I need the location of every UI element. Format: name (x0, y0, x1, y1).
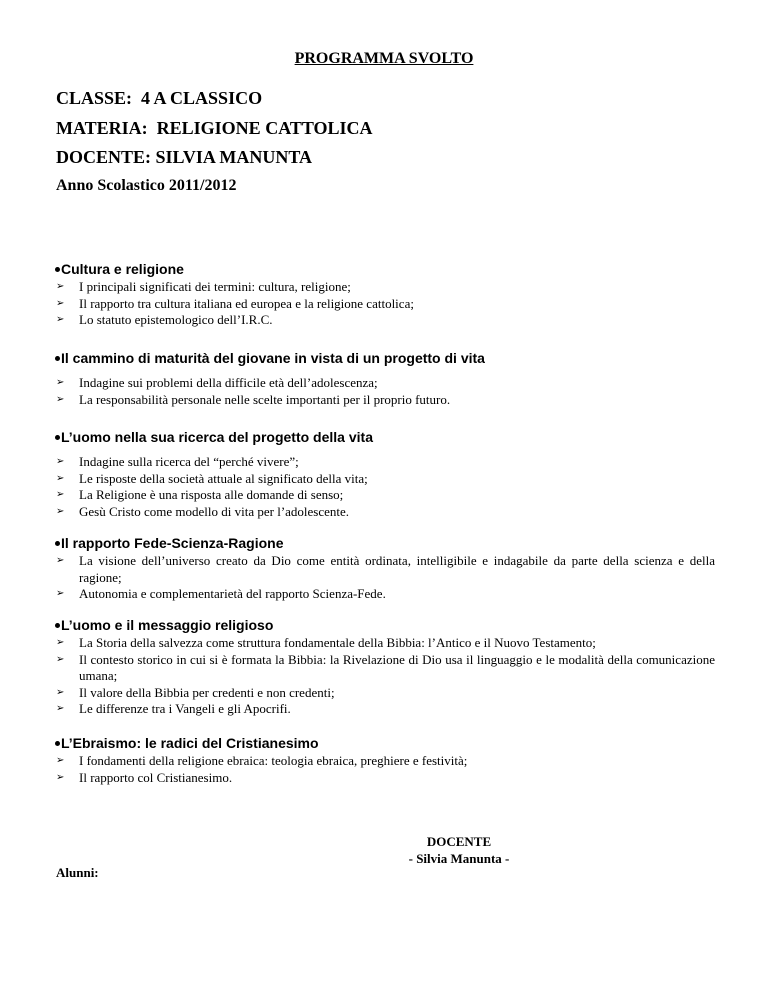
list-item: ➢ Le differenze tra i Vangeli e gli Apocrifi. (56, 701, 291, 716)
arrow-bullet-icon: ➢ (56, 505, 65, 517)
arrow-bullet-icon: ➢ (56, 314, 65, 325)
arrow-bullet-icon: ➢ (56, 472, 65, 484)
bullet-dot-icon (55, 741, 60, 746)
signature-name: - Silvia Manunta - (408, 851, 510, 866)
arrow-bullet-icon: ➢ (56, 377, 65, 388)
list-item: ➢ I principali significati dei termini: cultura, religione; (56, 279, 351, 294)
bullet-dot-icon (55, 623, 60, 628)
bullet-dot-icon (55, 435, 60, 440)
section-ebraismo (55, 735, 715, 786)
header-materia: MATERIA: RELIGIONE CATTOLICA (56, 118, 373, 138)
page-title: PROGRAMMA SVOLTO (294, 50, 474, 67)
section-title: Il rapporto Fede-Scienza-Ragione (55, 535, 715, 551)
list-item: ➢ Gesù Cristo come modello di vita per l’adolescente. (56, 503, 350, 519)
list-item: ➢ La responsabilità personale nelle scelte importanti per il proprio futuro. (56, 391, 451, 407)
header-classe: CLASSE: 4 A CLASSICO (56, 88, 263, 108)
arrow-bullet-icon: ➢ (56, 771, 65, 783)
alunni-label: Alunni: (56, 865, 99, 880)
arrow-bullet-icon: ➢ (56, 637, 65, 648)
bullet-dot-icon (55, 356, 60, 361)
signature-label: DOCENTE (426, 834, 492, 849)
list-item: ➢ Il rapporto tra cultura italiana ed europea e la religione cattolica; (56, 295, 414, 311)
arrow-bullet-icon: ➢ (56, 297, 65, 309)
section-title: L’Ebraismo: le radici del Cristianesimo (55, 735, 715, 751)
list-item: ➢ Autonomia e complementarietà del rapporto Scienza-Fede. (56, 586, 386, 601)
arrow-bullet-icon: ➢ (56, 686, 65, 698)
arrow-bullet-icon: ➢ (56, 755, 65, 766)
list-item: ➢ Lo statuto epistemologico dell’I.R.C. (56, 312, 273, 327)
bullet-dot-icon (55, 541, 60, 546)
arrow-bullet-icon: ➢ (56, 281, 65, 292)
list-item: ➢ Il valore della Bibbia per credenti e non credenti; (56, 684, 335, 700)
section-cammino-maturita (55, 350, 715, 408)
arrow-bullet-icon: ➢ (56, 393, 65, 405)
arrow-bullet-icon: ➢ (56, 703, 65, 714)
arrow-bullet-icon: ➢ (56, 489, 65, 500)
list-item: ➢ La visione dell’universo creato da Dio come entità ordinata, intelligibile e indagabile da parte della scienza e della ragione; (56, 553, 715, 585)
header-anno: Anno Scolastico 2011/2012 (56, 177, 237, 194)
list-item: ➢ Le risposte della società attuale al significato della vita; (56, 470, 368, 486)
list-item: ➢ Indagine sui problemi della difficile età dell’adolescenza; (56, 375, 378, 390)
section-title: Il cammino di maturità del giovane in vista di un progetto di vita (55, 350, 715, 366)
list-item: ➢ Il contesto storico in cui si è formata la Bibbia: la Rivelazione di Dio usa il linguaggio e le modalità della comunicazione umana; (56, 651, 715, 683)
section-title: L’uomo nella sua ricerca del progetto della vita (55, 429, 715, 445)
list-item: ➢ La Storia della salvezza come struttura fondamentale della Bibbia: l’Antico e il Nuovo Testamento; (56, 635, 596, 650)
list-item: ➢ I fondamenti della religione ebraica: teologia ebraica, preghiere e festività; (56, 753, 468, 768)
section-messaggio-religioso (55, 617, 715, 718)
header-docente: DOCENTE: SILVIA MANUNTA (56, 147, 313, 167)
section-uomo-progetto-vita (55, 429, 715, 520)
bullet-dot-icon (55, 267, 60, 272)
list-item: ➢ La Religione è una risposta alle domande di senso; (56, 487, 344, 502)
section-fede-scienza-ragione (55, 535, 715, 603)
list-item: ➢ Il rapporto col Cristianesimo. (56, 769, 233, 785)
arrow-bullet-icon: ➢ (56, 588, 65, 599)
arrow-bullet-icon: ➢ (56, 653, 65, 665)
list-item: ➢ Indagine sulla ricerca del “perché vivere”; (56, 454, 299, 469)
section-title: L’uomo e il messaggio religioso (55, 617, 715, 633)
arrow-bullet-icon: ➢ (56, 456, 65, 467)
section-cultura-religione (55, 261, 715, 329)
section-title: Cultura e religione (55, 261, 715, 277)
arrow-bullet-icon: ➢ (56, 555, 65, 566)
